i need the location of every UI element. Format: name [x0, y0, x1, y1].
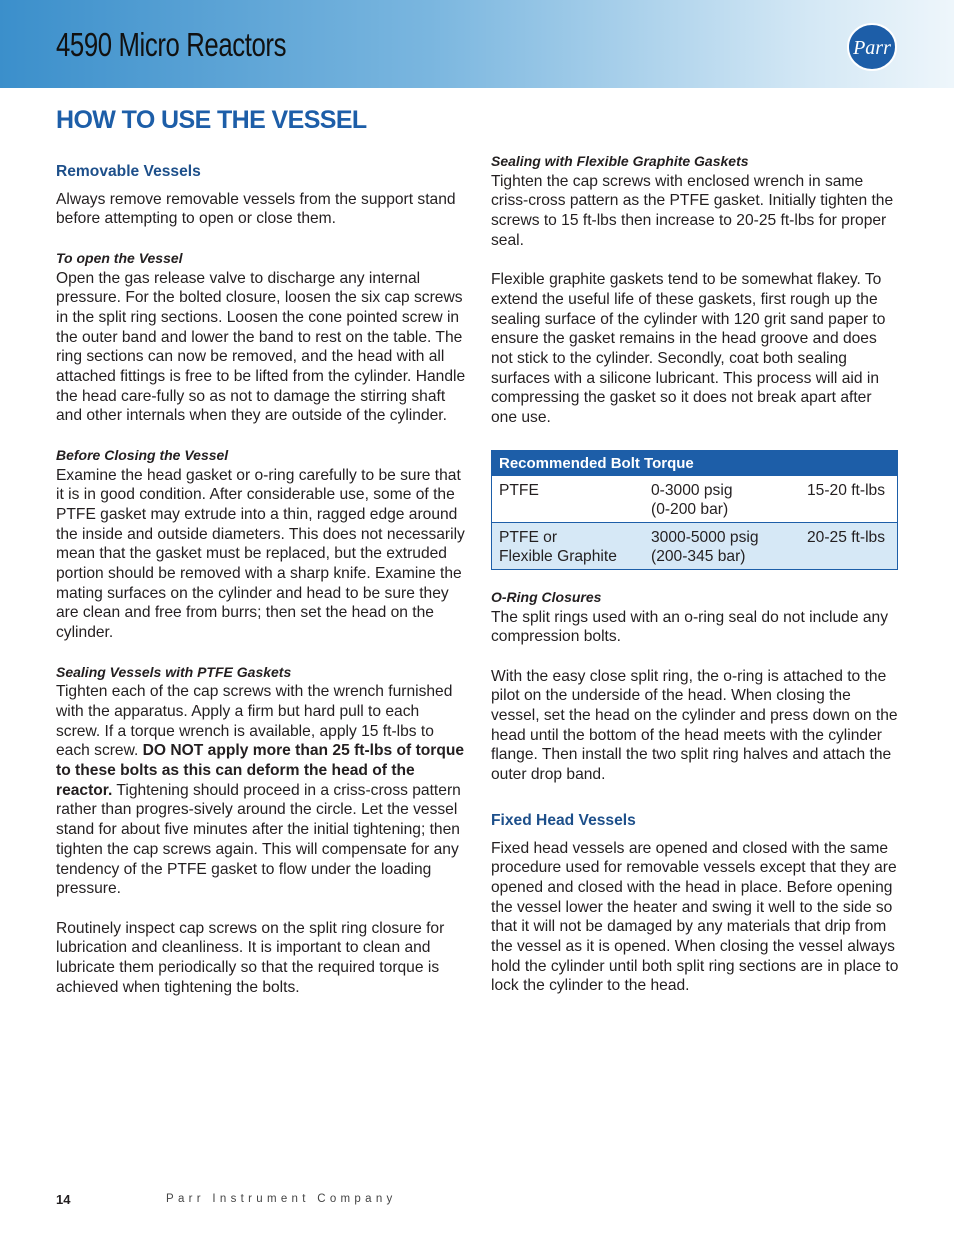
table-row [492, 476, 898, 523]
open-vessel-text: Open the gas release valve to discharge any internal pressure. For the bolted closure, loosen the six cap screws in the split ring sections. Loosen the cone pointed screw in the outer band and lower the band to rest on the table. The ring sections can now be removed, and the head with all attached fittings is free to be lifted from the cylinder. Handle the head care-fully so as not to damage the stirring shaft and other internals when they are outside of the cylinder. [56, 269, 466, 425]
document-title: 4590 Micro Reactors [56, 26, 287, 63]
removable-vessels-heading: Removable Vessels [56, 163, 201, 180]
torque-cell: 15-20 ft-lbs [807, 481, 886, 499]
ptfe-gaskets-text [56, 682, 466, 899]
oring-text-2: With the easy close split ring, the o-ring is attached to the pilot on the underside of the head. When closing the vessel, set the head on the cylinder and press down on the head until the bottom of the head meets with the cylinder flange. Then install the two split ring halves and attach the outer drop band. [491, 667, 898, 784]
graphite-text-1: Tighten the cap screws with enclosed wrench in same criss-cross pattern as the PTFE gasket. Initially tighten the screws to 15 ft-lbs then increase to 20-25 ft-lbs for proper seal. [491, 172, 894, 249]
gasket-cell: PTFE [499, 481, 539, 499]
oring-closures-heading: O-Ring Closures [491, 588, 602, 605]
ptfe-warning-text: DO NOT apply more than 25 ft-lbs of torque to these bolts as this can deform the head of the reactor. [56, 742, 465, 799]
pressure-cell: 3000-5000 psig (200-345 bar) [644, 522, 800, 569]
torque-cell: 20-25 ft-lbs [800, 522, 898, 569]
section-title: HOW TO USE THE VESSEL [56, 106, 367, 134]
graphite-text-2: Flexible graphite gaskets tend to be somewhat flakey. To extend the useful life of these gaskets, first rough up the sealing surface of the cylinder with 120 grit sand paper to ensure the gasket remains in the head groove and does not stick to the cylinder. Secondly, coat both sealing surfaces with a silicone lubricant. This process will aid in compressing the gasket so it does not break apart after one use. [491, 271, 886, 427]
routine-inspect-text: Routinely inspect cap screws on the split ring closure for lubrication and cleanliness. It is important to clean and lubricate them periodically so that the required torque is achieved when tightening the bolts. [56, 919, 445, 996]
removable-vessels-text: Always remove removable vessels from the support stand before attempting to open or close them. [56, 190, 456, 228]
fixed-head-heading: Fixed Head Vessels [491, 811, 636, 829]
bolt-torque-table [491, 450, 898, 570]
oring-text-1: The split rings used with an o-ring seal do not include any compression bolts. [491, 608, 889, 646]
before-closing-text: Examine the head gasket or o-ring carefully to be sure that it is in good condition. After considerable use, some of the PTFE gasket may extrude into a thin, ragged edge around the inside and outside diameters. This does not necessarily mean that the gasket must be replaced, but the extruded portion should be removed with a sharp knife. Examine the mating surfaces on the cylinder and head to be sure they are clean and free from burrs; then set the head on the cylinder. [56, 466, 465, 642]
ptfe-text-part2: Tightening should proceed in a criss-cross pattern rather than progres-sively around the circle. Let the vessel stand for about five minutes after the initial tightening; then tighten the cap screws again. This will compensate for any tendency of the PTFE gasket to flow under the loading pressure. [56, 781, 461, 898]
pressure-cell: 0-3000 psig (0-200 bar) [651, 481, 733, 518]
fixed-head-text: Fixed head vessels are opened and closed with the same procedure used for removable vessels except that they are opened and closed with the head in place. Before opening the vessel lower the heater and swing it well to the side so that it will not be damaged by any materials that drip from the vessel as it is opened. When closing the vessel always hold the cylinder until both split ring sections are in place to lock the cylinder to the head. [491, 839, 899, 995]
table-row [492, 522, 898, 569]
right-column [491, 152, 901, 996]
ptfe-text-part1: Tighten each of the cap screws with the wrench furnished with the apparatus. Apply a firm but hard pull to each screw. If a torque wrench is available, apply 15 ft-lbs to each screw. [56, 683, 453, 760]
page-number: 14 [56, 1192, 71, 1207]
before-closing-heading: Before Closing the Vessel [56, 446, 229, 463]
parr-logo [846, 22, 898, 72]
logo-text: Parr [853, 37, 891, 59]
gasket-cell: PTFE or Flexible Graphite [492, 522, 645, 569]
left-column [56, 162, 466, 997]
footer-company: Parr Instrument Company [166, 1193, 397, 1205]
table-heading: Recommended Bolt Torque [492, 450, 898, 476]
open-vessel-heading: To open the Vessel [56, 249, 183, 266]
graphite-gaskets-heading: Sealing with Flexible Graphite Gaskets [491, 153, 749, 169]
ptfe-gaskets-heading: Sealing Vessels with PTFE Gaskets [56, 663, 292, 680]
